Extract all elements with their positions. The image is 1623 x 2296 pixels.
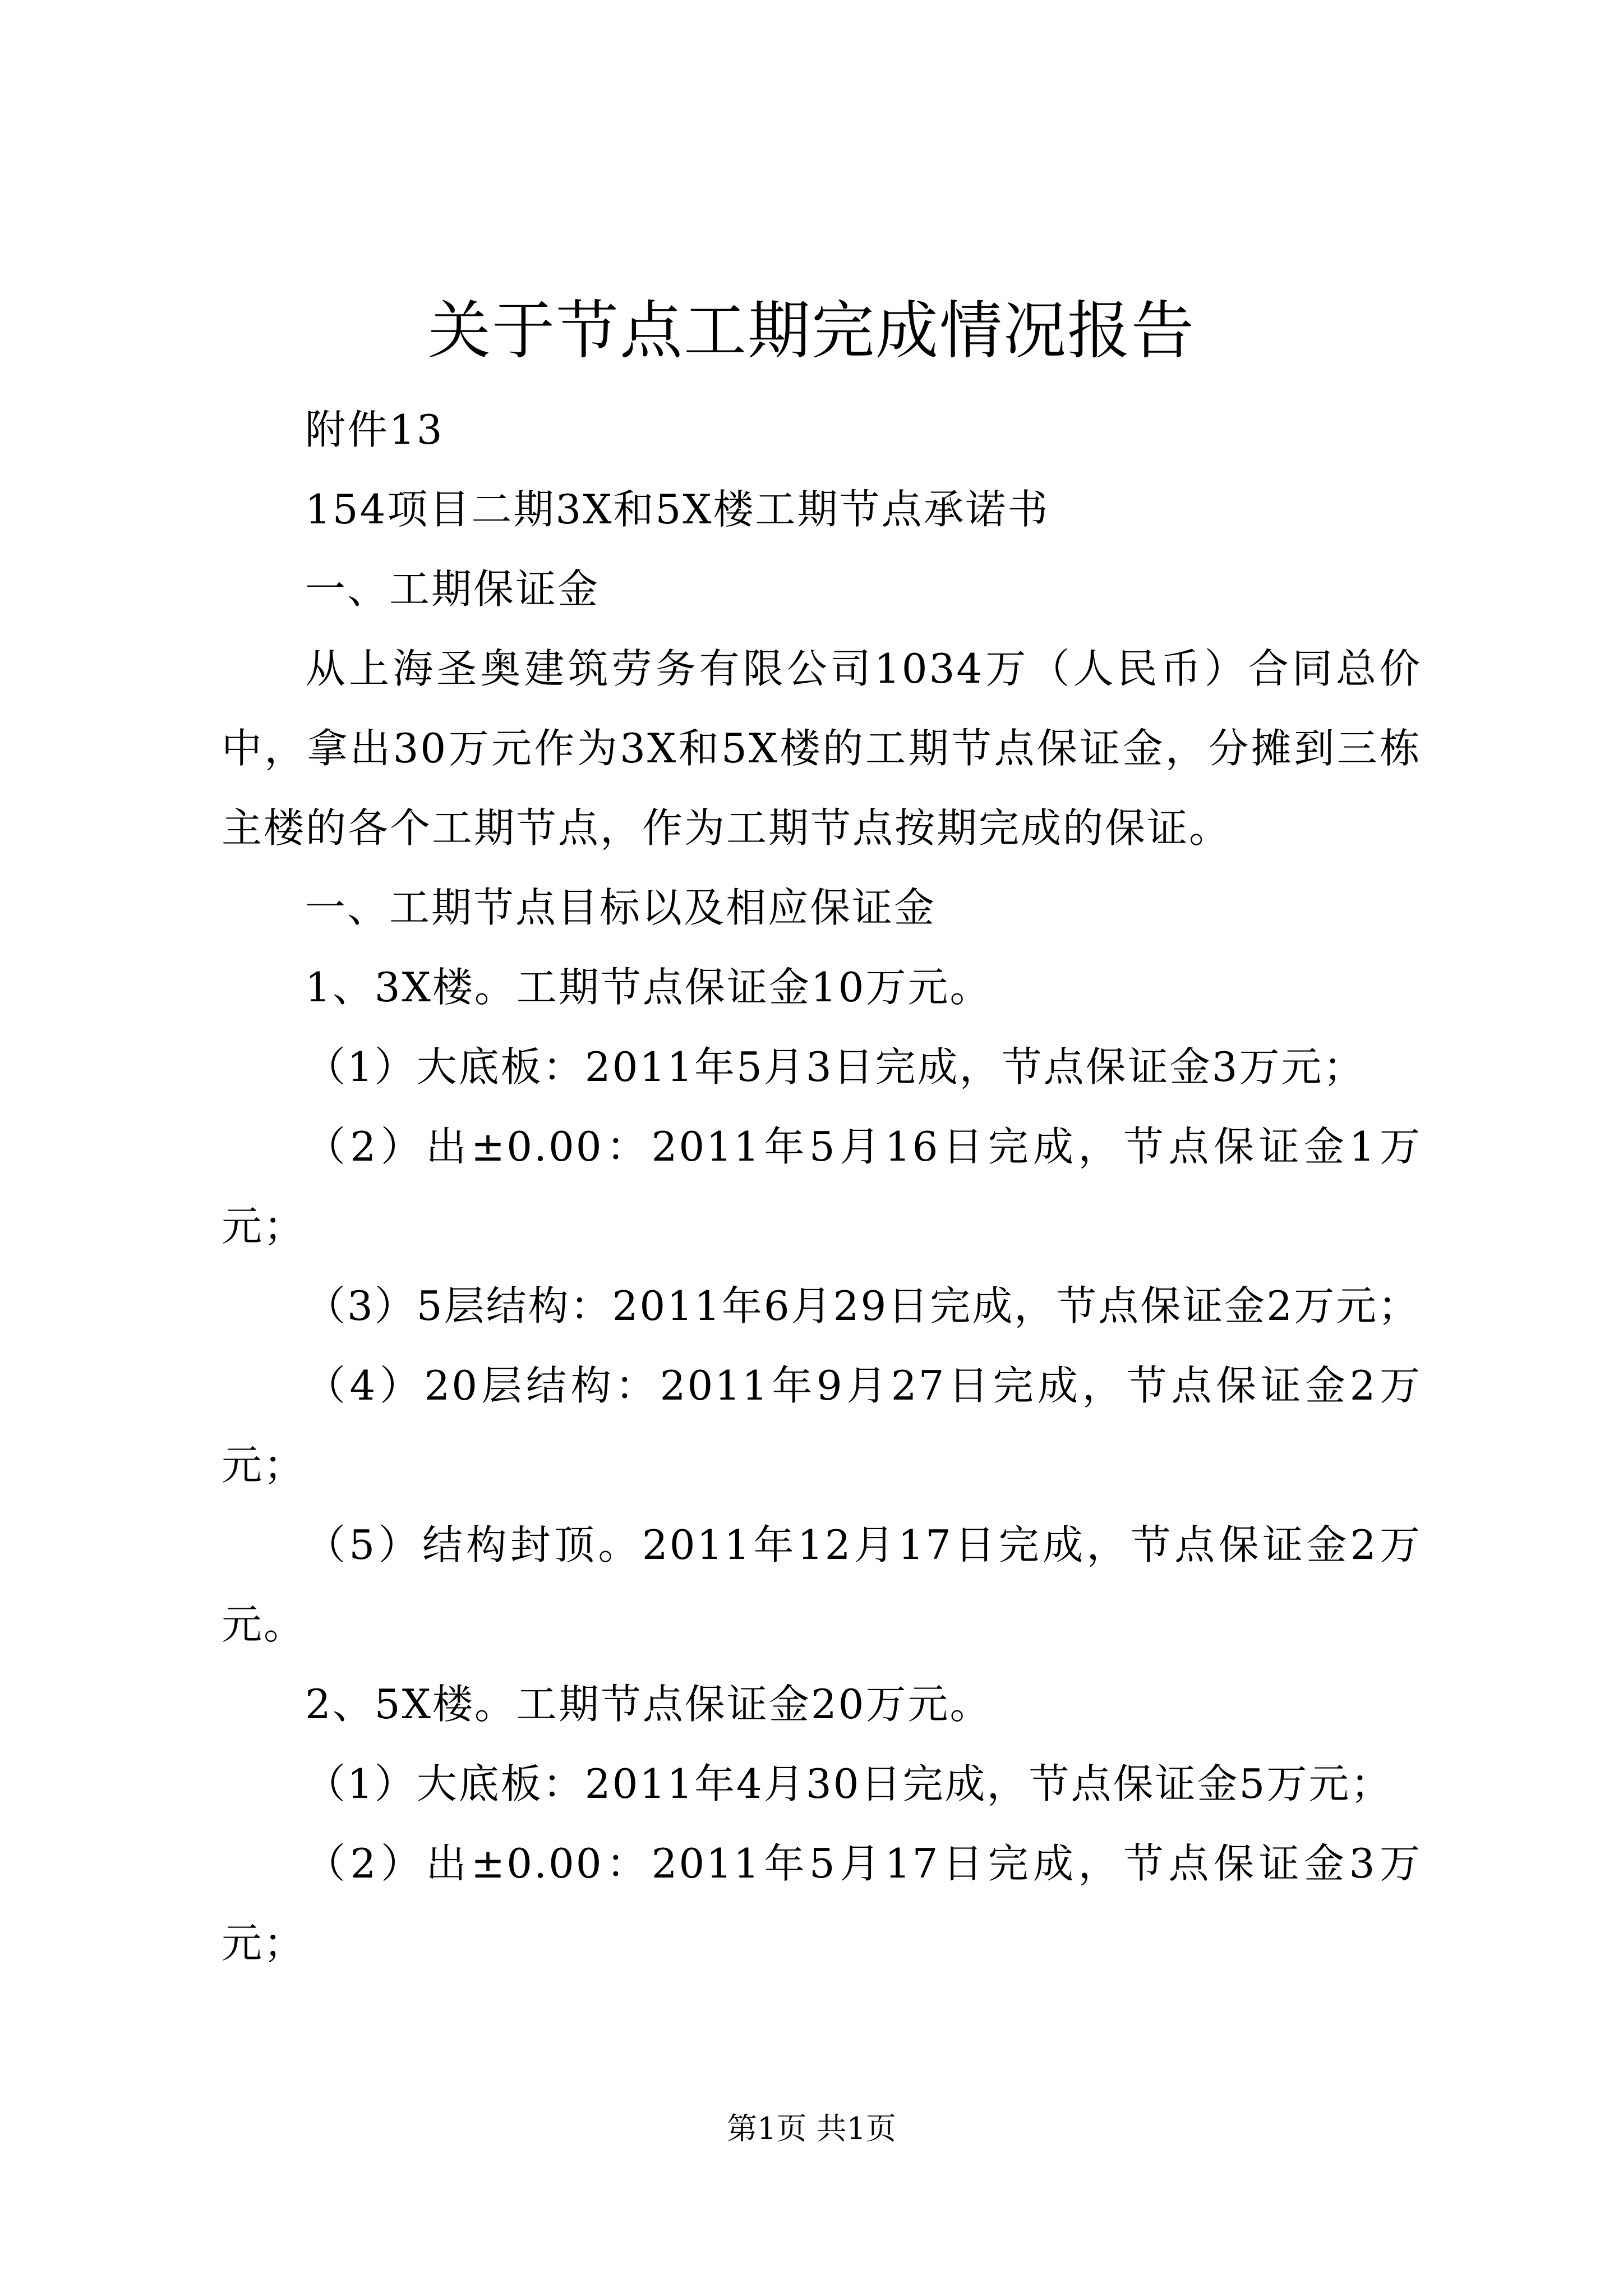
paragraph-3x-item-2: （2）出±0.00：2011年5月16日完成，节点保证金1万元；	[222, 1123, 1422, 1250]
paragraph-deposit-description: 从上海圣奥建筑劳务有限公司1034万（人民币）合同总价中，拿出30万元作为3X和5X楼的工期节点保证金，分摊到三栋主楼的各个工期节点，作为工期节点按期完成的保证。	[222, 645, 1422, 852]
paragraph-3x-item-4: （4）20层结构：2011年9月27日完成，节点保证金2万元；	[222, 1362, 1422, 1489]
paragraph-attachment: 附件13	[305, 406, 444, 453]
paragraph-3x-item-1: （1）大底板：2011年5月3日完成，节点保证金3万元；	[305, 1043, 1366, 1091]
document-body	[222, 390, 1422, 1983]
paragraph-3x-item-5: （5）结构封顶。2011年12月17日完成，节点保证金2万元。	[222, 1521, 1422, 1648]
paragraph-section-deposit: 一、工期保证金	[305, 565, 600, 613]
paragraph-5x-item-2: （2）出±0.00：2011年5月17日完成，节点保证金3万元；	[222, 1840, 1422, 1967]
paragraph-building-3x: 1、3X楼。工期节点保证金10万元。	[305, 964, 992, 1011]
paragraph-3x-item-3: （3）5层结构：2011年6月29日完成，节点保证金2万元；	[305, 1282, 1421, 1329]
paragraph-5x-item-1: （1）大底板：2011年4月30日完成，节点保证金5万元；	[305, 1760, 1393, 1807]
paragraph-section-milestones: 一、工期节点目标以及相应保证金	[305, 884, 937, 931]
document-title: 关于节点工期完成情况报告	[428, 295, 1195, 367]
paragraph-building-5x: 2、5X楼。工期节点保证金20万元。	[305, 1681, 992, 1728]
paragraph-commitment-title: 154项目二期3X和5X楼工期节点承诺书	[305, 486, 1050, 533]
page-footer: 第1页 共1页	[727, 2111, 896, 2146]
